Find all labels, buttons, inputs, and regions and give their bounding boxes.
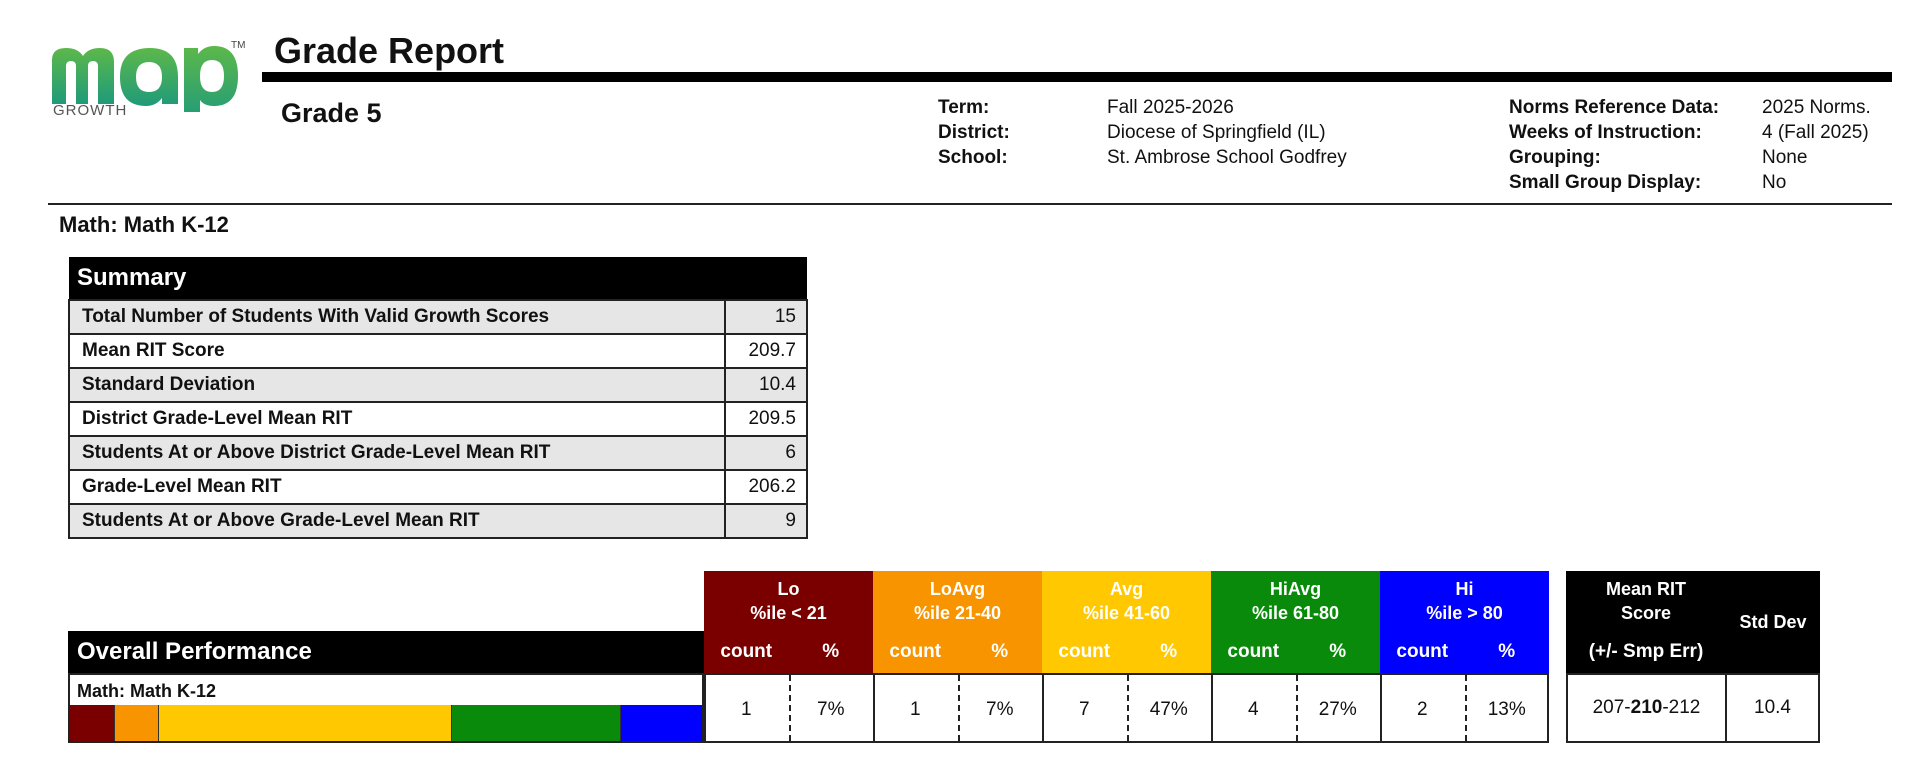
small-group-label: Small Group Display: <box>1509 172 1702 193</box>
term-value: Fall 2025-2026 <box>1107 97 1234 118</box>
district-label: District: <box>938 122 1010 143</box>
band-pct-value: 27% <box>1296 673 1381 743</box>
logo-trademark: TM <box>231 40 246 51</box>
mean-rit-header-line2: Score <box>1620 603 1672 623</box>
school-value: St. Ambrose School Godfrey <box>1107 147 1347 168</box>
band-range: %ile < 21 <box>750 603 827 623</box>
band-count-header: count <box>873 631 958 673</box>
table-row <box>69 300 807 334</box>
bar-segment-hiavg <box>451 705 620 741</box>
table-row <box>69 402 807 436</box>
mean-rit-value: 210 <box>1630 697 1663 718</box>
table-row <box>69 368 807 402</box>
summary-row-value: 10.4 <box>725 368 807 402</box>
district-value: Diocese of Springfield (IL) <box>1107 122 1326 143</box>
band-name: Lo <box>777 579 800 599</box>
band-divider <box>704 673 706 743</box>
band-header-lo <box>704 571 873 631</box>
summary-row-value: 15 <box>725 300 807 334</box>
grouping-value: None <box>1762 147 1808 168</box>
report-title: Grade Report <box>274 30 505 71</box>
norms-value: 2025 Norms. <box>1762 97 1871 118</box>
band-pct-value: 7% <box>789 673 874 743</box>
band-count-value: 1 <box>873 673 958 743</box>
bar-segment-avg <box>158 705 451 741</box>
band-pct-value: 47% <box>1127 673 1212 743</box>
norms-label: Norms Reference Data: <box>1509 97 1720 118</box>
band-name: HiAvg <box>1269 579 1322 599</box>
band-range: %ile 21-40 <box>913 603 1002 623</box>
summary-row-label: Total Number of Students With Valid Growth Scores <box>69 300 725 334</box>
band-name: LoAvg <box>929 579 986 599</box>
band-divider <box>873 673 875 743</box>
band-count-value: 4 <box>1211 673 1296 743</box>
logo-subtitle: GROWTH <box>53 102 128 119</box>
band-pct-header: % <box>1127 631 1212 673</box>
band-count-header: count <box>704 631 789 673</box>
summary-row-label: Students At or Above District Grade-Level Mean RIT <box>69 436 725 470</box>
band-dashed-divider <box>958 675 960 741</box>
mean-rit-low: 207- <box>1592 697 1631 718</box>
band-pct-header: % <box>789 631 874 673</box>
band-divider <box>1211 673 1213 743</box>
table-row <box>69 436 807 470</box>
summary-row-label: Standard Deviation <box>69 368 725 402</box>
overall-performance-title: Overall Performance <box>68 631 704 673</box>
summary-row-label: District Grade-Level Mean RIT <box>69 402 725 436</box>
weeks-label: Weeks of Instruction: <box>1509 122 1702 143</box>
summary-row-value: 6 <box>725 436 807 470</box>
table-row <box>69 504 807 538</box>
band-dashed-divider <box>789 675 791 741</box>
band-pct-header: % <box>958 631 1043 673</box>
band-header-hiavg <box>1211 571 1380 631</box>
band-name: Hi <box>1455 579 1474 599</box>
std-dev-header: Std Dev <box>1726 571 1820 673</box>
band-pct-value: 13% <box>1465 673 1550 743</box>
band-count-header: count <box>1211 631 1296 673</box>
band-pct-header: % <box>1465 631 1550 673</box>
bar-segment-hi <box>620 705 702 741</box>
title-rule <box>262 72 1892 82</box>
subject-heading: Math: Math K-12 <box>59 212 229 237</box>
summary-row-value: 206.2 <box>725 470 807 504</box>
band-count-value: 7 <box>1042 673 1127 743</box>
header-divider <box>48 203 1892 205</box>
band-count-header: count <box>1042 631 1127 673</box>
table-row <box>69 470 807 504</box>
band-divider <box>1380 673 1382 743</box>
performance-distribution-bar <box>70 705 702 741</box>
band-range: %ile 61-80 <box>1251 603 1340 623</box>
school-label: School: <box>938 147 1008 168</box>
summary-row-value: 9 <box>725 504 807 538</box>
band-name: Avg <box>1109 579 1144 599</box>
band-dashed-divider <box>1127 675 1129 741</box>
stat-right-border <box>1818 673 1820 743</box>
bar-segment-loavg <box>114 705 159 741</box>
band-count-header: count <box>1380 631 1465 673</box>
table-row <box>69 334 807 368</box>
band-pct-value: 7% <box>958 673 1043 743</box>
band-divider <box>1042 673 1044 743</box>
summary-row-value: 209.7 <box>725 334 807 368</box>
term-label: Term: <box>938 97 990 118</box>
small-group-value: No <box>1762 172 1787 193</box>
map-growth-logo <box>50 22 240 112</box>
summary-table <box>68 257 808 539</box>
band-header-loavg <box>873 571 1042 631</box>
band-count-value: 2 <box>1380 673 1465 743</box>
summary-row-label: Mean RIT Score <box>69 334 725 368</box>
overall-row-label: Math: Math K-12 <box>77 681 216 701</box>
band-count-value: 1 <box>704 673 789 743</box>
grade-label: Grade 5 <box>281 98 382 128</box>
mean-rit-header-line1: Mean RIT <box>1605 579 1686 599</box>
map-logo-mark <box>50 22 240 112</box>
band-header-avg <box>1042 571 1211 631</box>
band-dashed-divider <box>1296 675 1298 741</box>
mean-rit-header <box>1566 571 1726 631</box>
band-dashed-divider <box>1465 675 1467 741</box>
summary-row-label: Grade-Level Mean RIT <box>69 470 725 504</box>
band-range: %ile 41-60 <box>1082 603 1171 623</box>
summary-row-label: Students At or Above Grade-Level Mean RIT <box>69 504 725 538</box>
band-range: %ile > 80 <box>1426 603 1503 623</box>
mean-rit-high: -212 <box>1662 697 1701 718</box>
band-pct-header: % <box>1296 631 1381 673</box>
std-dev-value: 10.4 <box>1754 697 1791 718</box>
weeks-value: 4 (Fall 2025) <box>1762 122 1869 143</box>
band-divider <box>1547 673 1549 743</box>
grouping-label: Grouping: <box>1509 147 1601 168</box>
summary-row-value: 209.5 <box>725 402 807 436</box>
summary-title: Summary <box>69 257 807 300</box>
mean-rit-range <box>1568 673 1725 743</box>
band-header-hi <box>1380 571 1549 631</box>
bar-segment-lo <box>70 705 114 741</box>
mean-rit-subheader: (+/- Smp Err) <box>1566 631 1726 673</box>
